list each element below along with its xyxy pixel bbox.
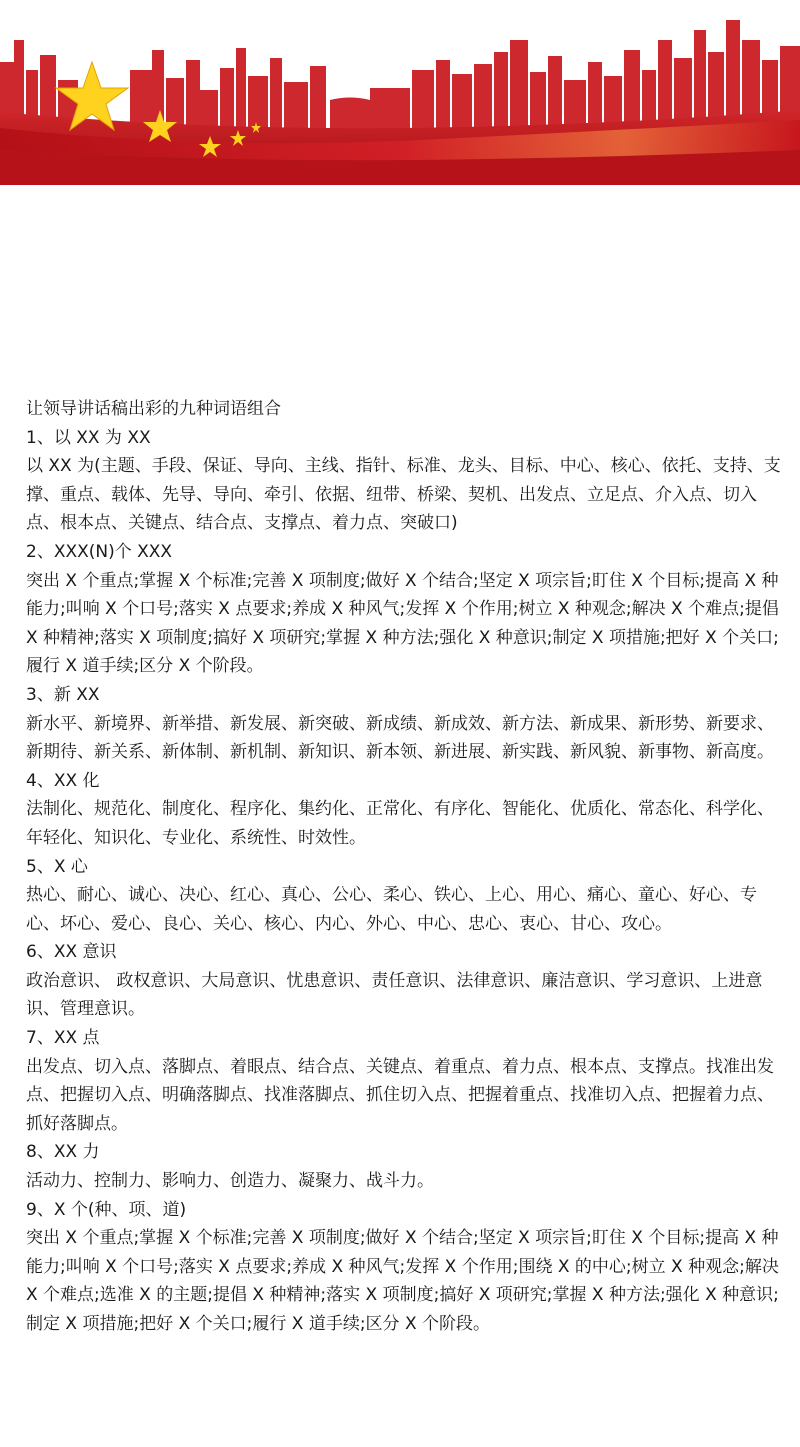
section-heading: 3、新 XX [26,684,100,705]
section-heading: 8、XX 力 [26,1142,100,1163]
section-body: 突出 X 个重点;掌握 X 个标准;完善 X 项制度;做好 X 个结合;坚定 X 项宗旨;盯住 X 个目标;提高 X 种能力;叫响 X 个口号;落实 X 点要求;养成 X 种风气;发挥 X 个作用;树立 X 种观念;解决 X 个难点;提倡 X 种精神;落实 X 项制度;搞好 X 项研究;掌握 X 种方法;强化 X 种意识;制定 X 项措施;把好 X 个关口;履行 X 道手续;区分 X 个阶段。 [26,570,779,677]
section-body: 法制化、规范化、制度化、程序化、集约化、正常化、有序化、智能化、优质化、常态化、科学化、年轻化、知识化、专业化、系统性、时效性。 [26,799,774,848]
section-body: 政治意识、 政权意识、大局意识、忧患意识、责任意识、法律意识、廉洁意识、学习意识、上进意识、管理意识。 [26,970,763,1020]
article-title: 让领导讲话稿出彩的九种词语组合 [26,399,281,419]
section-heading: 1、以 XX 为 XX [26,427,151,448]
article [26,395,786,1339]
section-heading: 4、XX 化 [26,770,100,791]
section-body: 热心、耐心、诚心、决心、红心、真心、公心、柔心、铁心、上心、用心、痛心、童心、好心、专心、坏心、爱心、良心、关心、核心、内心、外心、中心、忠心、衷心、甘心、攻心。 [26,885,757,934]
section-heading: 5、X 心 [26,856,88,877]
section-body: 以 XX 为(主题、手段、保证、导向、主线、指针、标准、龙头、目标、中心、核心、依托、支持、支撑、重点、载体、先导、导向、牵引、依据、纽带、桥梁、契机、出发点、立足点、介入点、切入点、根本点、关键点、结合点、支撑点、着力点、突破口) [26,456,781,534]
section-heading: 9、X 个(种、项、道) [26,1199,187,1220]
section-body: 新水平、新境界、新举措、新发展、新突破、新成绩、新成效、新方法、新成果、新形势、新要求、新期待、新关系、新体制、新机制、新知识、新本领、新进展、新实践、新风貌、新事物、新高度。 [26,713,774,763]
section-body: 活动力、控制力、影响力、创造力、凝聚力、战斗力。 [26,1171,434,1192]
section-heading: 7、XX 点 [26,1028,100,1049]
skyline-graphic [0,0,800,185]
section-body: 突出 X 个重点;掌握 X 个标准;完善 X 项制度;做好 X 个结合;坚定 X 项宗旨;盯住 X 个目标;提高 X 种能力;叫响 X 个口号;落实 X 点要求;养成 X 种风气;发挥 X 个作用;围绕 X 的中心;树立 X 种观念;解决 X 个难点;选准 X 的主题;提倡 X 种精神;落实 X 项制度;搞好 X 项研究;掌握 X 种方法;强化 X 种意识;制定 X 项措施;把好 X 个关口;履行 X 道手续;区分 X 个阶段。 [26,1228,779,1334]
section-heading: 2、XXX(N)个 XXX [26,541,173,562]
section-heading: 6、XX 意识 [26,942,117,963]
section-body: 出发点、切入点、落脚点、着眼点、结合点、关键点、着重点、着力点、根本点、支撑点。找准出发点、把握切入点、明确落脚点、找准落脚点、抓住切入点、把握着重点、找准切入点、把握着力点、抓好落脚点。 [26,1056,774,1134]
header-banner [0,0,800,185]
